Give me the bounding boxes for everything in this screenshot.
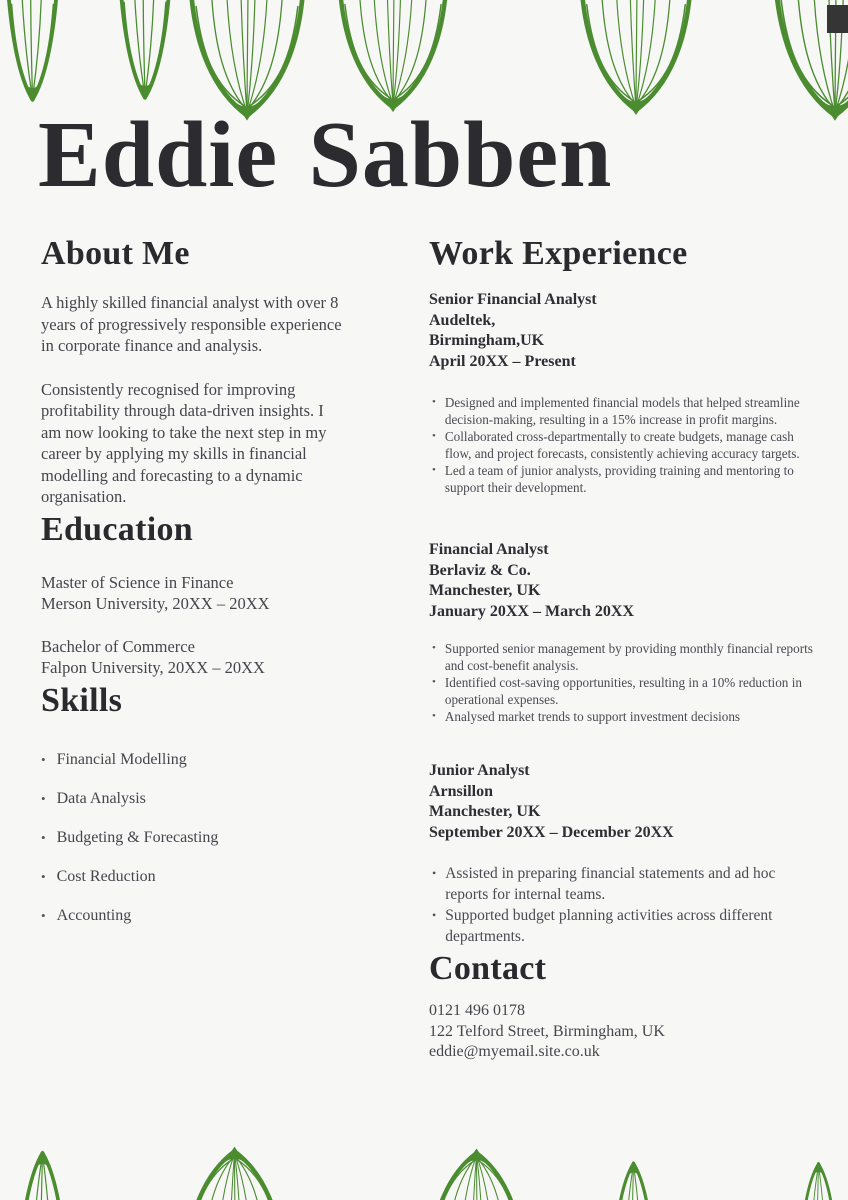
job-entry [429,540,813,725]
job-header [429,761,813,843]
bullet-dot: • [432,676,436,688]
contact-block [429,1001,813,1063]
about-heading: About Me [41,235,190,272]
right-column [429,232,813,1063]
bullet-text: Analysed market trends to support investment decisions [444,709,741,724]
degree: Bachelor of Commerce [41,636,195,656]
job-dates: January 20XX – March 20XX [429,602,635,620]
bullet-text: Led a team of junior analysts, providing training and mentoring to support their development. [444,463,794,495]
skill-item [41,749,343,770]
skill-label: Budgeting & Forecasting [56,828,219,846]
bullet-item [429,394,813,428]
contact-heading: Contact [429,950,547,987]
contact-phone: 0121 496 0178 [429,1002,525,1019]
job-entry [429,290,813,496]
person-name: Eddie Sabben [38,103,613,207]
bullet-item [429,428,813,462]
job-entry [429,761,813,947]
bullet-dot: • [41,790,46,806]
school-dates: Falpon University, 20XX – 20XX [41,658,265,677]
education-entry [41,572,343,615]
bullet-item [429,462,813,496]
job-location: Manchester, UK [429,803,541,820]
bullet-dot: • [432,908,437,922]
bullet-dot: • [432,464,436,476]
bullet-dot: • [432,396,436,408]
leaf-icon [20,1150,66,1200]
bullet-dot: • [432,710,436,722]
job-dates: September 20XX – December 20XX [429,823,674,841]
education-entry [41,636,343,679]
skills-heading: Skills [41,681,123,719]
bullet-dot: • [432,430,436,442]
job-header [429,290,813,372]
skills-list [41,749,343,926]
job-title: Junior Analyst [429,762,530,779]
skill-label: Data Analysis [56,789,146,807]
about-paragraph: A highly skilled financial analyst with over 8 years of progressively responsible experience in corporate finance and analysis. [41,293,342,355]
about-paragraph: Consistently recognised for improving profitability through data-driven insights. I am now looking to take the next step in my career by applying my skills in financial modelling and forecasting to a dynamic organisation. [41,379,327,506]
skill-label: Financial Modelling [56,750,187,768]
job-bullets [429,640,813,725]
skill-label: Cost Reduction [56,867,156,885]
job-location: Manchester, UK [429,582,541,599]
bullet-item [429,640,813,674]
bullet-text: Assisted in preparing financial statements and ad hoc reports for internal teams. [445,865,776,903]
bullet-item [429,863,813,905]
contact-address: 122 Telford Street, Birmingham, UK [429,1022,665,1040]
bullet-text: Collaborated cross-departmentally to create budgets, manage cash flow, and project forecasts, consistently achieving accuracy targets. [444,429,800,461]
leaf-icon [582,0,690,115]
skill-item [41,827,343,848]
leaf-icon [340,0,446,112]
job-company: Arnsillon [429,782,494,800]
bullet-dot: • [432,642,436,654]
bullet-text: Designed and implemented financial models that helped streamline decision-making, resulting in a 15% increase in profit margins. [444,395,800,427]
experience-heading: Work Experience [429,235,688,272]
leaf-icon [801,1162,836,1200]
bullet-dot: • [432,866,437,880]
education-heading: Education [41,510,193,548]
leaf-icon [8,0,57,102]
leaf-icon [614,1161,653,1200]
bullet-text: Identified cost-saving opportunities, resulting in a 10% reduction in operational expenses. [444,675,802,707]
bullet-item [429,905,813,947]
degree: Master of Science in Finance [41,572,234,592]
leaf-icon [186,1147,283,1200]
job-bullets [429,394,813,496]
left-column [41,232,343,944]
job-title: Senior Financial Analyst [429,291,597,308]
job-company: Berlaviz & Co. [429,561,531,579]
bottom-leaves-decoration [0,1125,848,1200]
bullet-dot: • [41,829,46,845]
school-dates: Merson University, 20XX – 20XX [41,594,270,613]
job-bullets [429,863,813,947]
skill-label: Accounting [56,906,132,924]
corner-overlay-fragment [827,5,848,33]
bullet-dot: • [41,868,46,884]
job-title: Financial Analyst [429,541,549,558]
skill-item [41,905,343,926]
skill-item [41,866,343,887]
job-dates: April 20XX – Present [429,352,576,370]
bullet-item [429,708,813,725]
job-company: Audeltek, [429,311,496,329]
contact-email: eddie@myemail.site.co.uk [429,1043,600,1061]
leaf-icon [430,1149,523,1200]
job-location: Birmingham,UK [429,332,545,349]
bullet-text: Supported senior management by providing monthly financial reports and cost-benefit analysis. [444,641,813,673]
bullet-dot: • [41,751,46,767]
leaf-icon [120,0,169,100]
bullet-dot: • [41,907,46,923]
bullet-text: Supported budget planning activities across different departments. [445,907,773,945]
bullet-item [429,674,813,708]
job-header [429,540,813,622]
skill-item [41,788,343,809]
